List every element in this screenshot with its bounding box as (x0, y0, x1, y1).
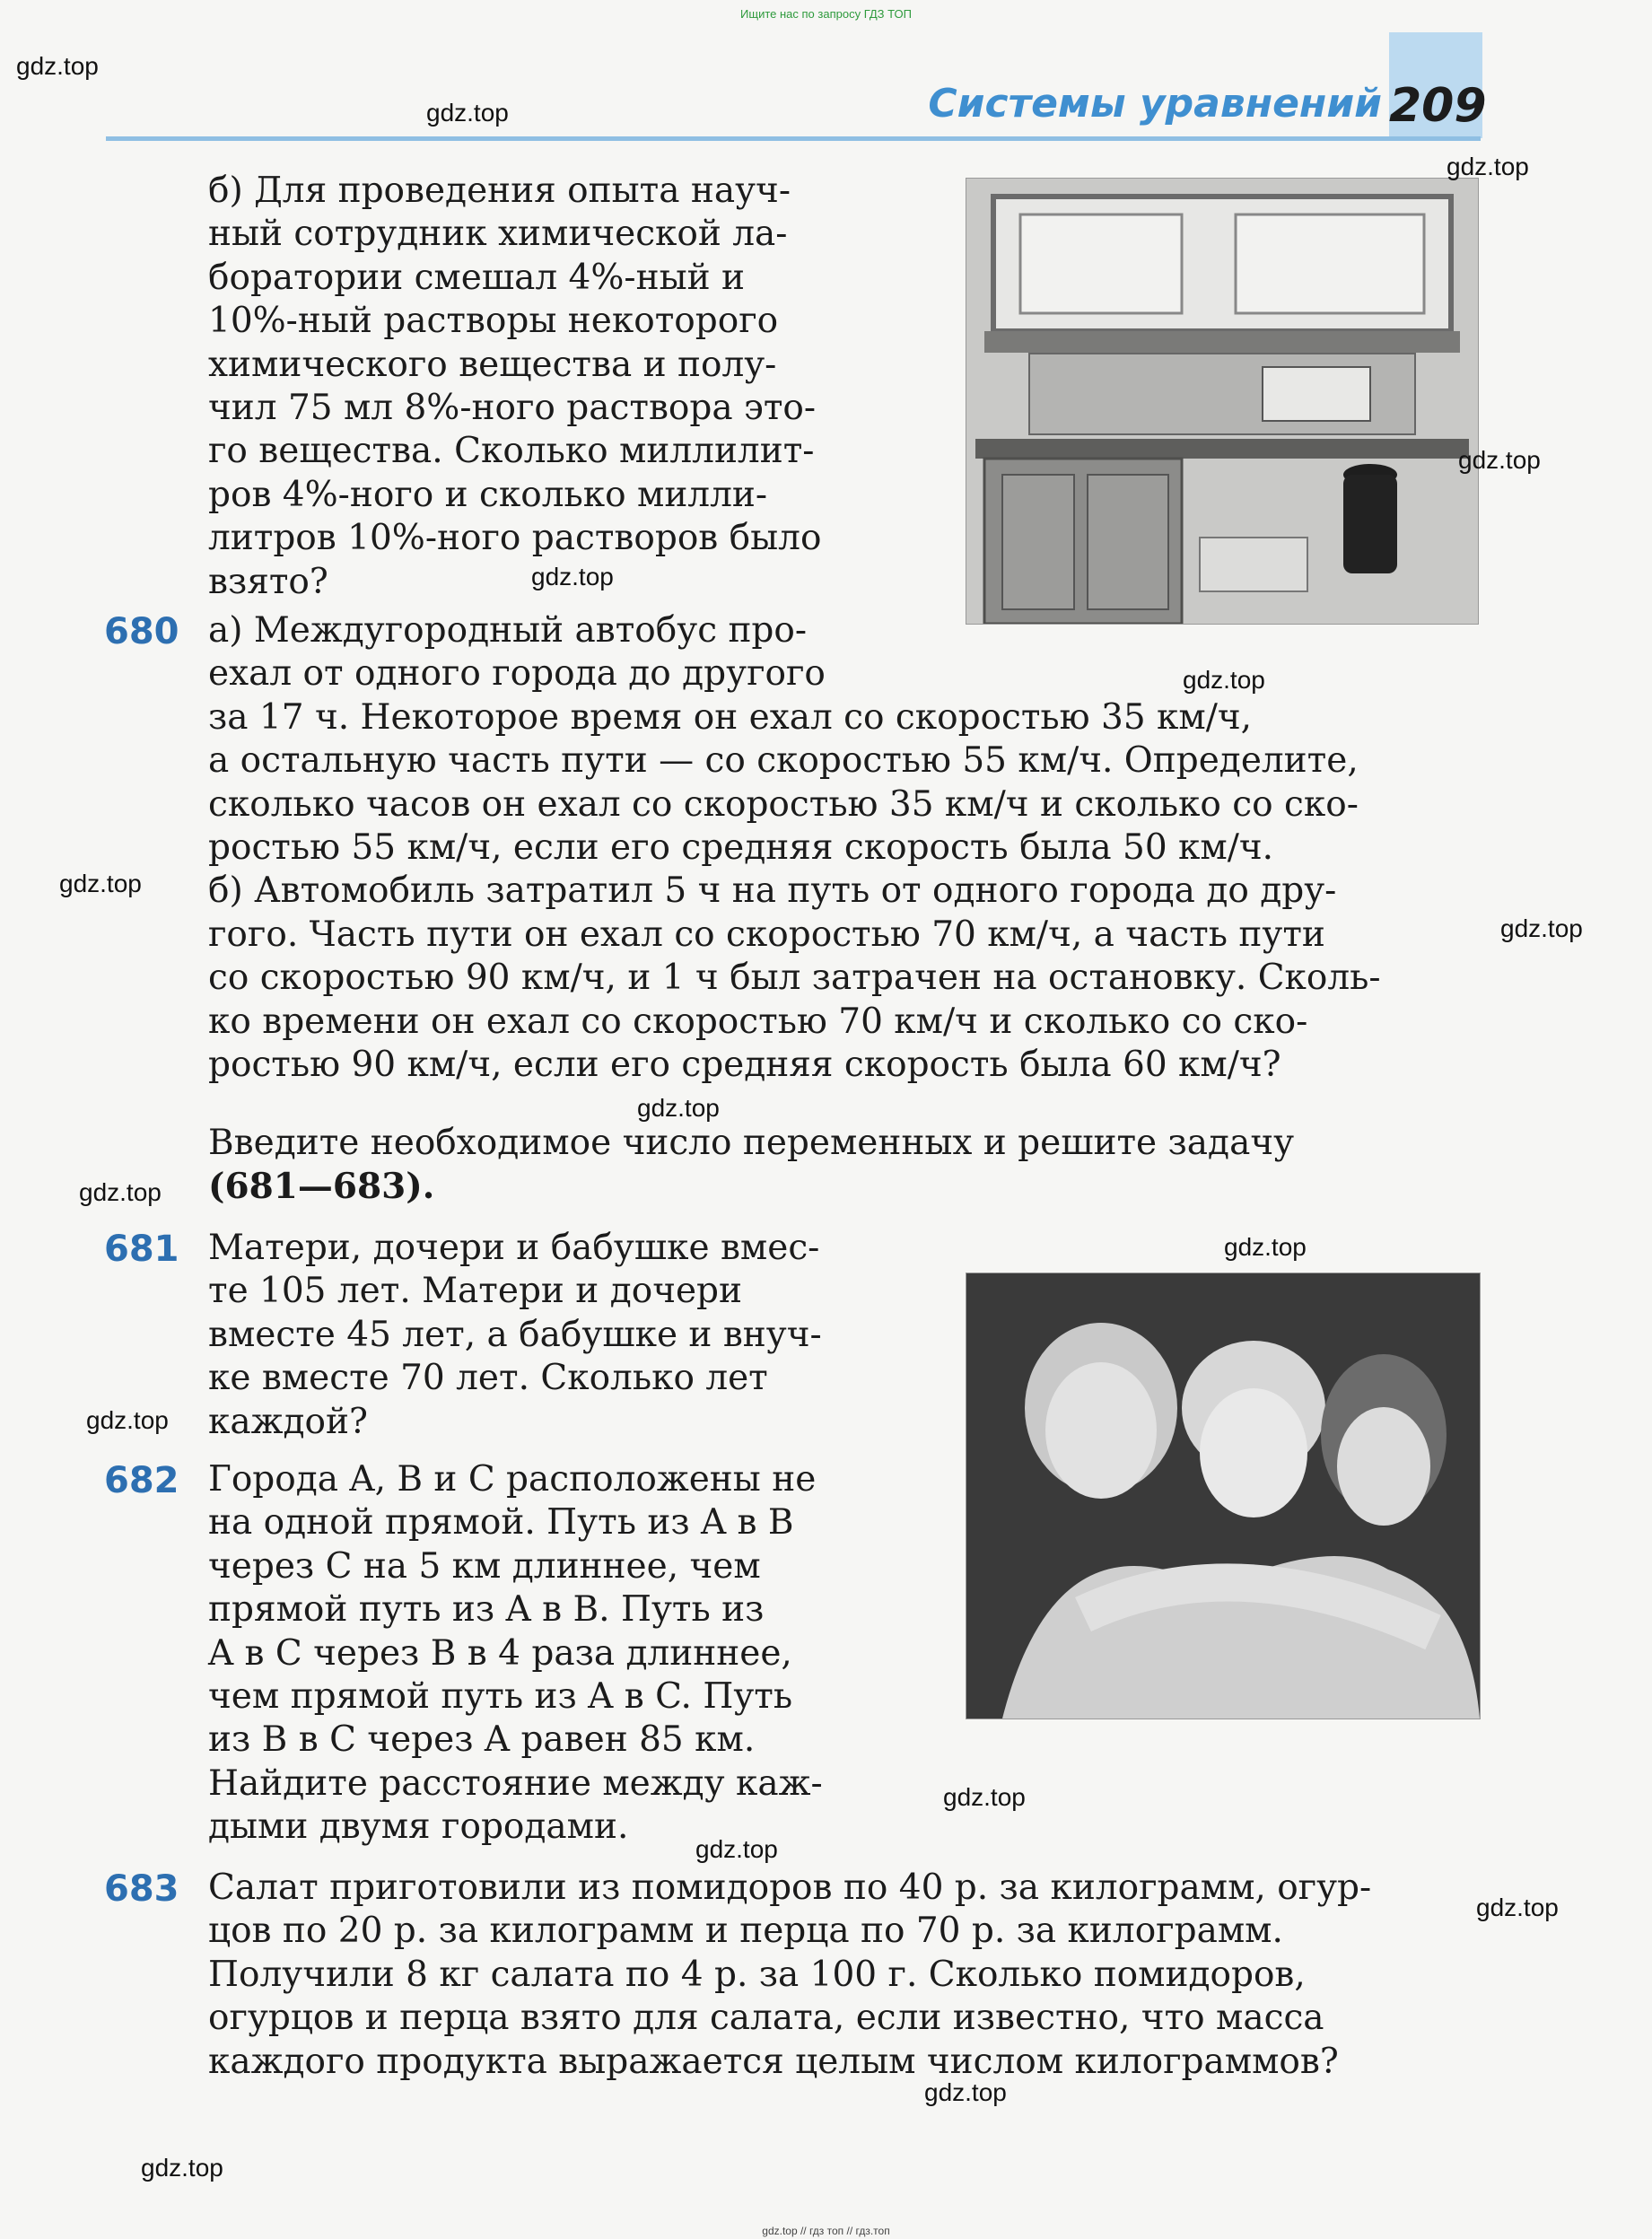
problem-line: из B в C через A равен 85 км. (208, 1719, 756, 1761)
watermark: gdz.top (79, 1178, 162, 1206)
problem-line: а остальную часть пути — со скоростью 55 км/ч. Определите, (208, 740, 1359, 782)
bottom-banner: gdz.top // гдз топ // гдз.топ (762, 2225, 890, 2237)
problem-line: химического вещества и полу- (208, 344, 777, 385)
problem-line: Найдите расстояние между каж- (208, 1762, 823, 1804)
problem-line: A в C через B в 4 раза длиннее, (208, 1632, 792, 1674)
watermark: gdz.top (1458, 446, 1541, 474)
watermark: gdz.top (943, 1783, 1026, 1811)
problem-line: Салат приготовили из помидоров по 40 р. за килограмм, огур- (208, 1867, 1372, 1908)
page-number: 209 (1389, 79, 1487, 133)
header-divider (106, 136, 1481, 141)
instruction-line: Введите необходимое число переменных и решите задачу (208, 1123, 1295, 1163)
problem-line: ке вместе 70 лет. Сколько лет (208, 1358, 768, 1399)
problem-line: го вещества. Сколько миллилит- (208, 431, 815, 472)
watermark: gdz.top (531, 563, 614, 590)
problem-line: через C на 5 км длиннее, чем (208, 1545, 761, 1587)
instruction-text (208, 1122, 1294, 1209)
watermark: gdz.top (1224, 1233, 1307, 1261)
problem-line: цов по 20 р. за килограмм и перца по 70 р. за килограмм. (208, 1911, 1283, 1952)
section-title: Системы уравнений (928, 81, 1382, 127)
laboratory-illustration (966, 179, 1478, 624)
problem-line: ко времени он ехал со скоростью 70 км/ч и сколько со ско- (208, 1001, 1308, 1042)
problem-number-683: 683 (104, 1868, 179, 1910)
problem-line: ростью 55 км/ч, если его средняя скорость была 50 км/ч. (208, 827, 1274, 869)
problem-line: сколько часов он ехал со скоростью 35 км/ч и сколько со ско- (208, 783, 1359, 825)
watermark: gdz.top (637, 1094, 720, 1122)
watermark: gdz.top (1500, 914, 1583, 942)
problem-line: вместе 45 лет, а бабушке и внуч- (208, 1314, 822, 1355)
problem-line: ростью 90 км/ч, если его средняя скорость была 60 км/ч? (208, 1045, 1281, 1086)
top-banner: Ищите нас по запросу ГДЗ ТОП (740, 7, 912, 21)
problem-number-681: 681 (104, 1229, 179, 1270)
problem-line: чил 75 мл 8%-ного раствора это- (208, 388, 817, 429)
problem-line: Города A, B и C расположены не (208, 1459, 817, 1500)
problem-line: каждого продукта выражается целым числом килограммов? (208, 2041, 1339, 2082)
problem-line: 10%-ный растворы некоторого (208, 301, 779, 342)
problem-line: прямой путь из A в B. Путь из (208, 1589, 765, 1631)
problem-line: Получили 8 кг салата по 4 р. за 100 г. Сколько помидоров, (208, 1954, 1306, 1995)
problem-number-682: 682 (104, 1460, 179, 1501)
problem-line: гого. Часть пути он ехал со скоростью 70 км/ч, а часть пути (208, 914, 1325, 955)
laboratory-photo (966, 178, 1479, 625)
problem-line: литров 10%-ного растворов было (208, 518, 822, 559)
problem-682 (208, 1458, 823, 1850)
family-photo (966, 1273, 1481, 1719)
problem-line: взято? (208, 561, 328, 602)
problem-line: те 105 лет. Матери и дочери (208, 1271, 743, 1312)
problem-line: за 17 ч. Некоторое время он ехал со скоростью 35 км/ч, (208, 696, 1253, 738)
watermark: gdz.top (924, 2078, 1007, 2106)
problem-683 (208, 1867, 1371, 2084)
problem-number-680: 680 (104, 611, 179, 652)
problem-line: а) Междугородный автобус про- (208, 610, 808, 651)
watermark: gdz.top (1447, 153, 1529, 180)
watermark: gdz.top (426, 99, 509, 127)
problem-line: чем прямой путь из A в C. Путь (208, 1676, 793, 1718)
problem-line: огурцов и перца взято для салата, если известно, что масса (208, 1998, 1324, 2039)
problem-line: ров 4%-ного и сколько милли- (208, 474, 768, 515)
watermark: gdz.top (16, 52, 99, 80)
watermark: gdz.top (59, 870, 142, 897)
problem-line: ехал от одного города до другого (208, 653, 826, 695)
problem-line: боратории смешал 4%-ный и (208, 257, 745, 298)
problem-line: дыми двумя городами. (208, 1806, 629, 1848)
watermark: gdz.top (695, 1835, 778, 1863)
problem-line: каждой? (208, 1401, 368, 1442)
watermark: gdz.top (86, 1406, 169, 1434)
watermark: gdz.top (1183, 666, 1265, 694)
problem-line: ный сотрудник химической ла- (208, 214, 788, 255)
watermark: gdz.top (141, 2154, 223, 2182)
problem-line: б) Для проведения опыта науч- (208, 171, 791, 211)
problem-679b (208, 170, 821, 604)
watermark: gdz.top (1476, 1894, 1559, 1921)
problem-line: на одной прямой. Путь из A в B (208, 1502, 794, 1544)
instruction-range: (681—683). (208, 1166, 435, 1208)
problem-line: б) Автомобиль затратил 5 ч на путь от одного города до дру- (208, 870, 1337, 912)
problem-line: Матери, дочери и бабушке вмес- (208, 1228, 820, 1268)
problem-681 (208, 1227, 822, 1444)
family-illustration (966, 1273, 1480, 1719)
problem-line: со скоростью 90 км/ч, и 1 ч был затрачен на остановку. Сколь- (208, 958, 1381, 999)
